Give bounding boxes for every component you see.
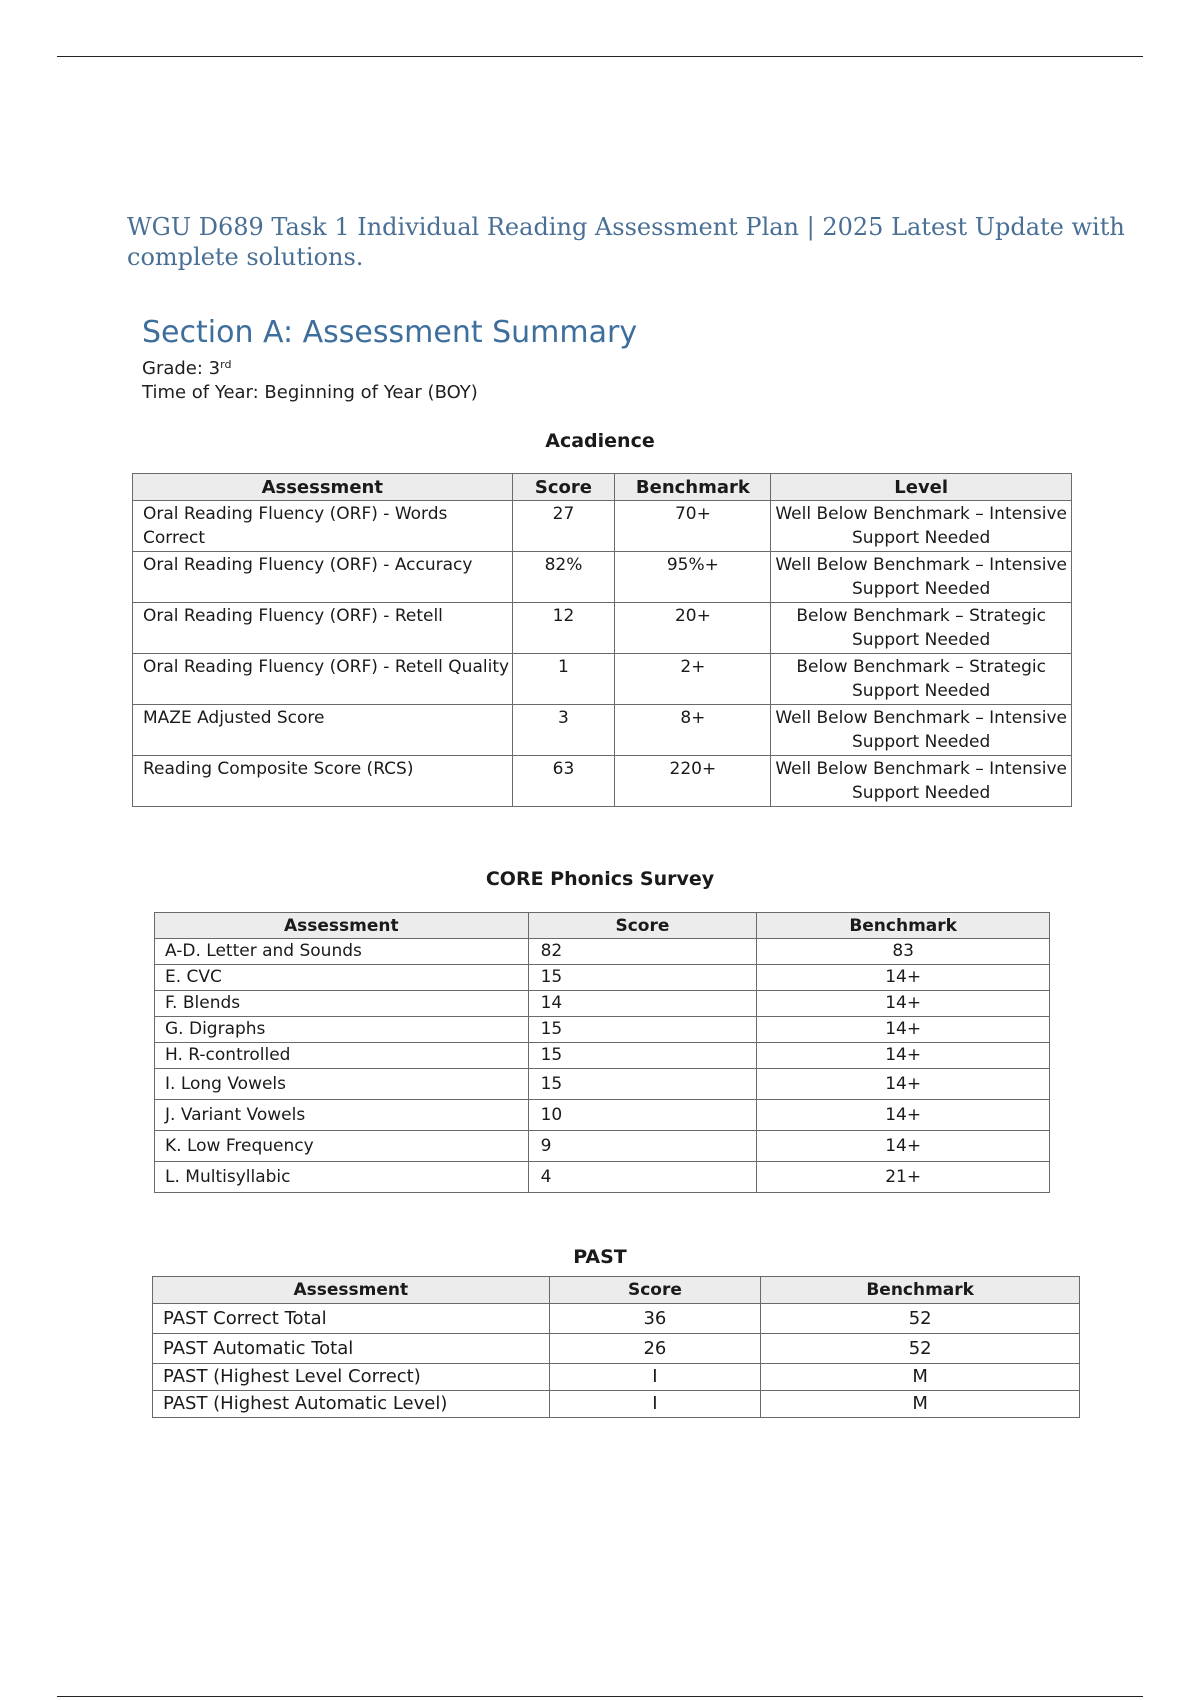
table-row <box>133 552 1072 603</box>
assessment-cell: Oral Reading Fluency (ORF) - Retell Quality <box>133 654 513 705</box>
benchmark-cell: 14+ <box>757 991 1050 1017</box>
assessment-cell: E. CVC <box>155 965 529 991</box>
assessment-cell: G. Digraphs <box>155 1017 529 1043</box>
table-header-row <box>153 1277 1080 1304</box>
grade-line <box>142 357 478 381</box>
grade-suffix: rd <box>220 358 232 371</box>
table-header-row <box>155 913 1050 939</box>
benchmark-cell: 14+ <box>757 1017 1050 1043</box>
assessment-cell: F. Blends <box>155 991 529 1017</box>
level-cell: Well Below Benchmark – Intensive Support Needed <box>771 501 1072 552</box>
past-caption: PAST <box>573 1246 627 1268</box>
table-row <box>133 654 1072 705</box>
assessment-cell: I. Long Vowels <box>155 1069 529 1100</box>
document-title: WGU D689 Task 1 Individual Reading Assessment Plan | 2025 Latest Update with complete solutions. <box>127 213 1125 271</box>
assessment-cell: MAZE Adjusted Score <box>133 705 513 756</box>
acadience-table <box>132 473 1072 807</box>
column-header: Assessment <box>153 1277 550 1304</box>
table-row <box>133 603 1072 654</box>
score-cell: 15 <box>528 1017 757 1043</box>
header-rule <box>57 56 1143 57</box>
column-header: Benchmark <box>757 913 1050 939</box>
benchmark-cell: 95%+ <box>615 552 771 603</box>
benchmark-cell: 14+ <box>757 1069 1050 1100</box>
assessment-cell: J. Variant Vowels <box>155 1100 529 1131</box>
table-row <box>133 501 1072 552</box>
score-cell: 36 <box>549 1304 761 1334</box>
assessment-meta <box>142 357 478 405</box>
table-header-row <box>133 474 1072 501</box>
benchmark-cell: 14+ <box>757 1131 1050 1162</box>
score-cell: 15 <box>528 1043 757 1069</box>
past-table <box>152 1276 1080 1418</box>
score-cell: 14 <box>528 991 757 1017</box>
benchmark-cell: M <box>761 1391 1080 1418</box>
table-row <box>155 991 1050 1017</box>
table-row <box>153 1334 1080 1364</box>
score-cell: I <box>549 1364 761 1391</box>
score-cell: 12 <box>512 603 615 654</box>
table-row <box>153 1391 1080 1418</box>
table-row <box>155 1069 1050 1100</box>
benchmark-cell: 70+ <box>615 501 771 552</box>
table-row <box>155 1017 1050 1043</box>
score-cell: 63 <box>512 756 615 807</box>
score-cell: 4 <box>528 1162 757 1193</box>
benchmark-cell: 14+ <box>757 965 1050 991</box>
assessment-cell: L. Multisyllabic <box>155 1162 529 1193</box>
assessment-cell: PAST Automatic Total <box>153 1334 550 1364</box>
table-row <box>155 1162 1050 1193</box>
acadience-caption: Acadience <box>545 430 655 452</box>
table-row <box>155 1100 1050 1131</box>
assessment-cell: PAST Correct Total <box>153 1304 550 1334</box>
assessment-cell: PAST (Highest Automatic Level) <box>153 1391 550 1418</box>
benchmark-cell: 220+ <box>615 756 771 807</box>
assessment-cell: Oral Reading Fluency (ORF) - Words Correct <box>133 501 513 552</box>
table-row <box>155 939 1050 965</box>
table-row <box>133 756 1072 807</box>
table-row <box>155 965 1050 991</box>
score-cell: 26 <box>549 1334 761 1364</box>
score-cell: 27 <box>512 501 615 552</box>
core-phonics-table <box>154 912 1050 1193</box>
benchmark-cell: 2+ <box>615 654 771 705</box>
level-cell: Below Benchmark – Strategic Support Needed <box>771 654 1072 705</box>
column-header: Score <box>549 1277 761 1304</box>
assessment-cell: A-D. Letter and Sounds <box>155 939 529 965</box>
column-header: Benchmark <box>761 1277 1080 1304</box>
column-header: Assessment <box>133 474 513 501</box>
table-row <box>155 1131 1050 1162</box>
footer-rule <box>57 1696 1143 1697</box>
level-cell: Well Below Benchmark – Intensive Support Needed <box>771 705 1072 756</box>
assessment-cell: Reading Composite Score (RCS) <box>133 756 513 807</box>
column-header: Assessment <box>155 913 529 939</box>
assessment-cell: Oral Reading Fluency (ORF) - Accuracy <box>133 552 513 603</box>
score-cell: I <box>549 1391 761 1418</box>
table-row <box>133 705 1072 756</box>
section-title: Section A: Assessment Summary <box>142 315 638 350</box>
benchmark-cell: 8+ <box>615 705 771 756</box>
assessment-cell: K. Low Frequency <box>155 1131 529 1162</box>
score-cell: 1 <box>512 654 615 705</box>
score-cell: 82 <box>528 939 757 965</box>
table-row <box>153 1364 1080 1391</box>
benchmark-cell: 83 <box>757 939 1050 965</box>
column-header: Score <box>512 474 615 501</box>
score-cell: 15 <box>528 965 757 991</box>
score-cell: 10 <box>528 1100 757 1131</box>
assessment-cell: PAST (Highest Level Correct) <box>153 1364 550 1391</box>
benchmark-cell: M <box>761 1364 1080 1391</box>
assessment-cell: H. R-controlled <box>155 1043 529 1069</box>
score-cell: 15 <box>528 1069 757 1100</box>
assessment-cell: Oral Reading Fluency (ORF) - Retell <box>133 603 513 654</box>
level-cell: Below Benchmark – Strategic Support Needed <box>771 603 1072 654</box>
column-header: Benchmark <box>615 474 771 501</box>
benchmark-cell: 21+ <box>757 1162 1050 1193</box>
time-of-year: Time of Year: Beginning of Year (BOY) <box>142 382 478 403</box>
score-cell: 3 <box>512 705 615 756</box>
core-phonics-caption: CORE Phonics Survey <box>485 868 715 890</box>
benchmark-cell: 14+ <box>757 1043 1050 1069</box>
grade-label: Grade: 3 <box>142 358 221 379</box>
table-row <box>153 1304 1080 1334</box>
benchmark-cell: 52 <box>761 1334 1080 1364</box>
score-cell: 82% <box>512 552 615 603</box>
level-cell: Well Below Benchmark – Intensive Support Needed <box>771 552 1072 603</box>
table-row <box>155 1043 1050 1069</box>
benchmark-cell: 52 <box>761 1304 1080 1334</box>
benchmark-cell: 14+ <box>757 1100 1050 1131</box>
benchmark-cell: 20+ <box>615 603 771 654</box>
level-cell: Well Below Benchmark – Intensive Support Needed <box>771 756 1072 807</box>
column-header: Score <box>528 913 757 939</box>
score-cell: 9 <box>528 1131 757 1162</box>
column-header: Level <box>771 474 1072 501</box>
